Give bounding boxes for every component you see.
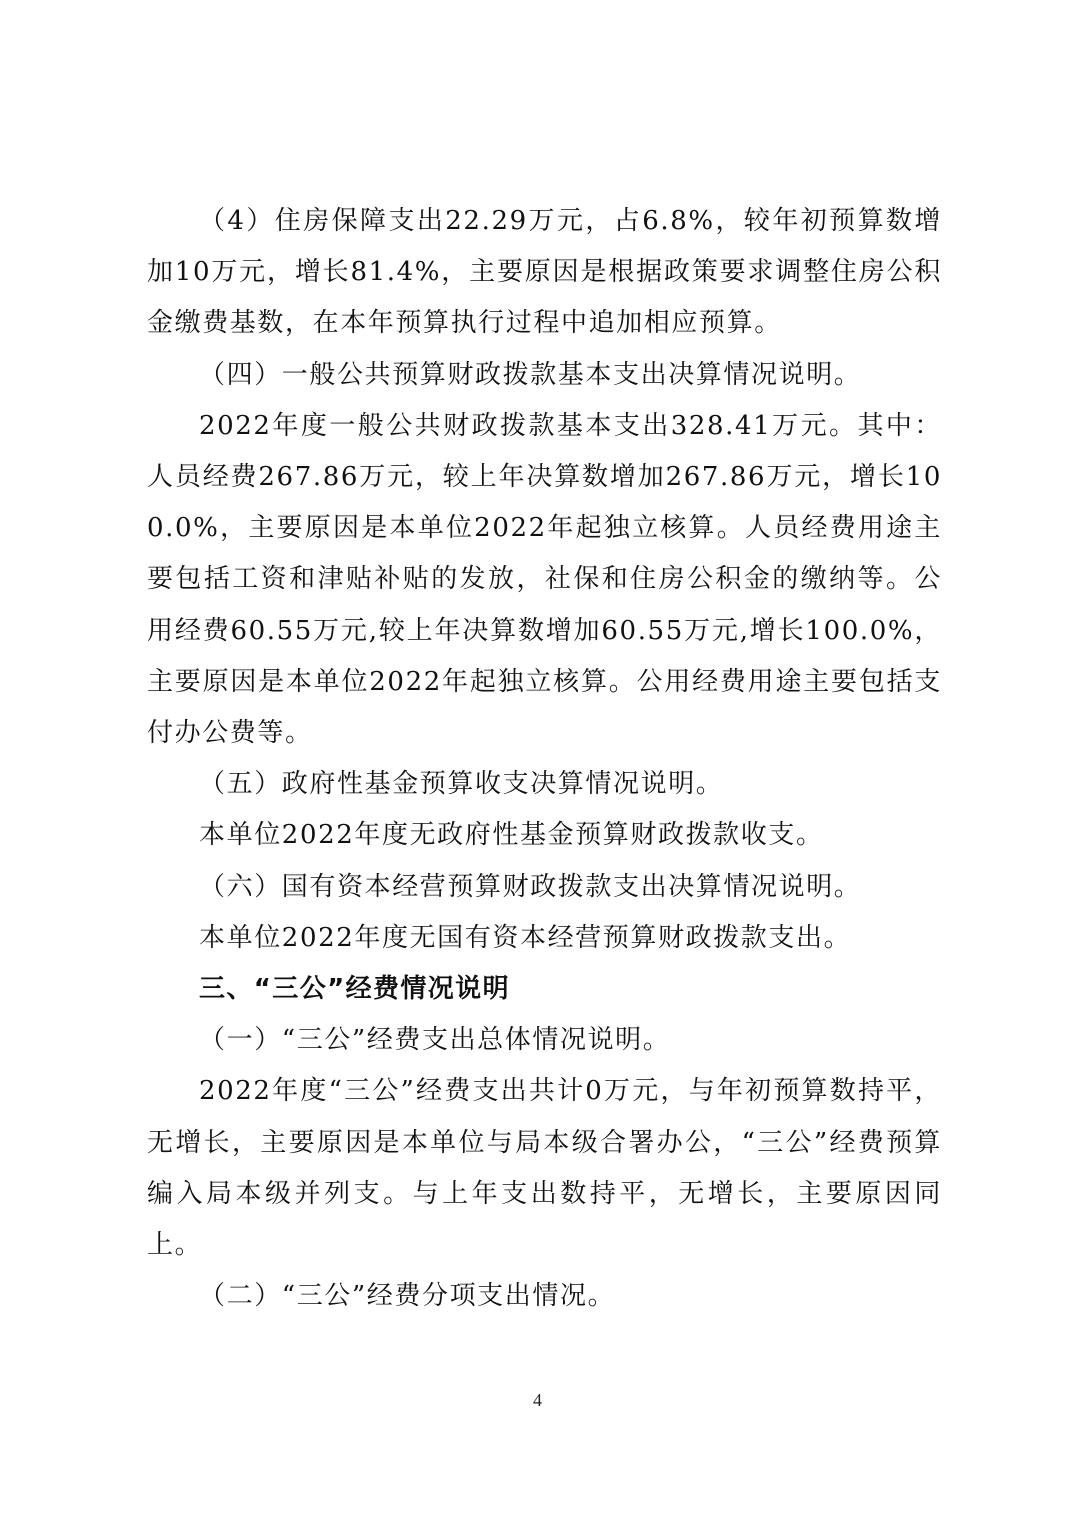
document-body <box>147 196 942 1322</box>
paragraph-government-fund: 本单位2022年度无政府性基金预算财政拨款收支。 <box>199 820 824 851</box>
section-heading-three-public-items: （二）“三公”经费分项支出情况。 <box>199 1281 616 1312</box>
chapter-heading-three-public: 三、“三公”经费情况说明 <box>199 974 510 1005</box>
section-heading-basic-expenditure: （四）一般公共预算财政拨款基本支出决算情况说明。 <box>199 359 862 390</box>
paragraph-three-public-overall: 2022年度“三公”经费支出共计0万元，与年初预算数持平，无增长，主要原因是本单位与局本级合署办公，“三公”经费预算编入局本级并列支。与上年支出数持平，无增长，主要原因同上。 <box>147 1076 942 1261</box>
paragraph-basic-expenditure: 2022年度一般公共财政拨款基本支出328.41万元。其中：人员经费267.86万元，较上年决算数增加267.86万元，增长100.0%，主要原因是本单位2022年起独立核算。人员经费用途主要包括工资和津贴补贴的发放，社保和住房公积金的缴纳等。公用经费60.55万元,较上年决算数增加60.55万元,增长100.0%，主要原因是本单位2022年起独立核算。公用经费用途主要包括支付办公费等。 <box>147 410 942 749</box>
section-heading-government-fund: （五）政府性基金预算收支决算情况说明。 <box>199 769 724 800</box>
page-number: 4 <box>533 1390 542 1410</box>
paragraph-housing-expenditure: （4）住房保障支出22.29万元，占6.8%，较年初预算数增加10万元，增长81.4%，主要原因是根据政策要求调整住房公积金缴费基数，在本年预算执行过程中追加相应预算。 <box>147 206 942 339</box>
section-heading-three-public-overall: （一）“三公”经费支出总体情况说明。 <box>199 1025 671 1056</box>
paragraph-state-capital: 本单位2022年度无国有资本经营预算财政拨款支出。 <box>199 922 852 953</box>
section-heading-state-capital: （六）国有资本经营预算财政拨款支出决算情况说明。 <box>199 871 862 902</box>
